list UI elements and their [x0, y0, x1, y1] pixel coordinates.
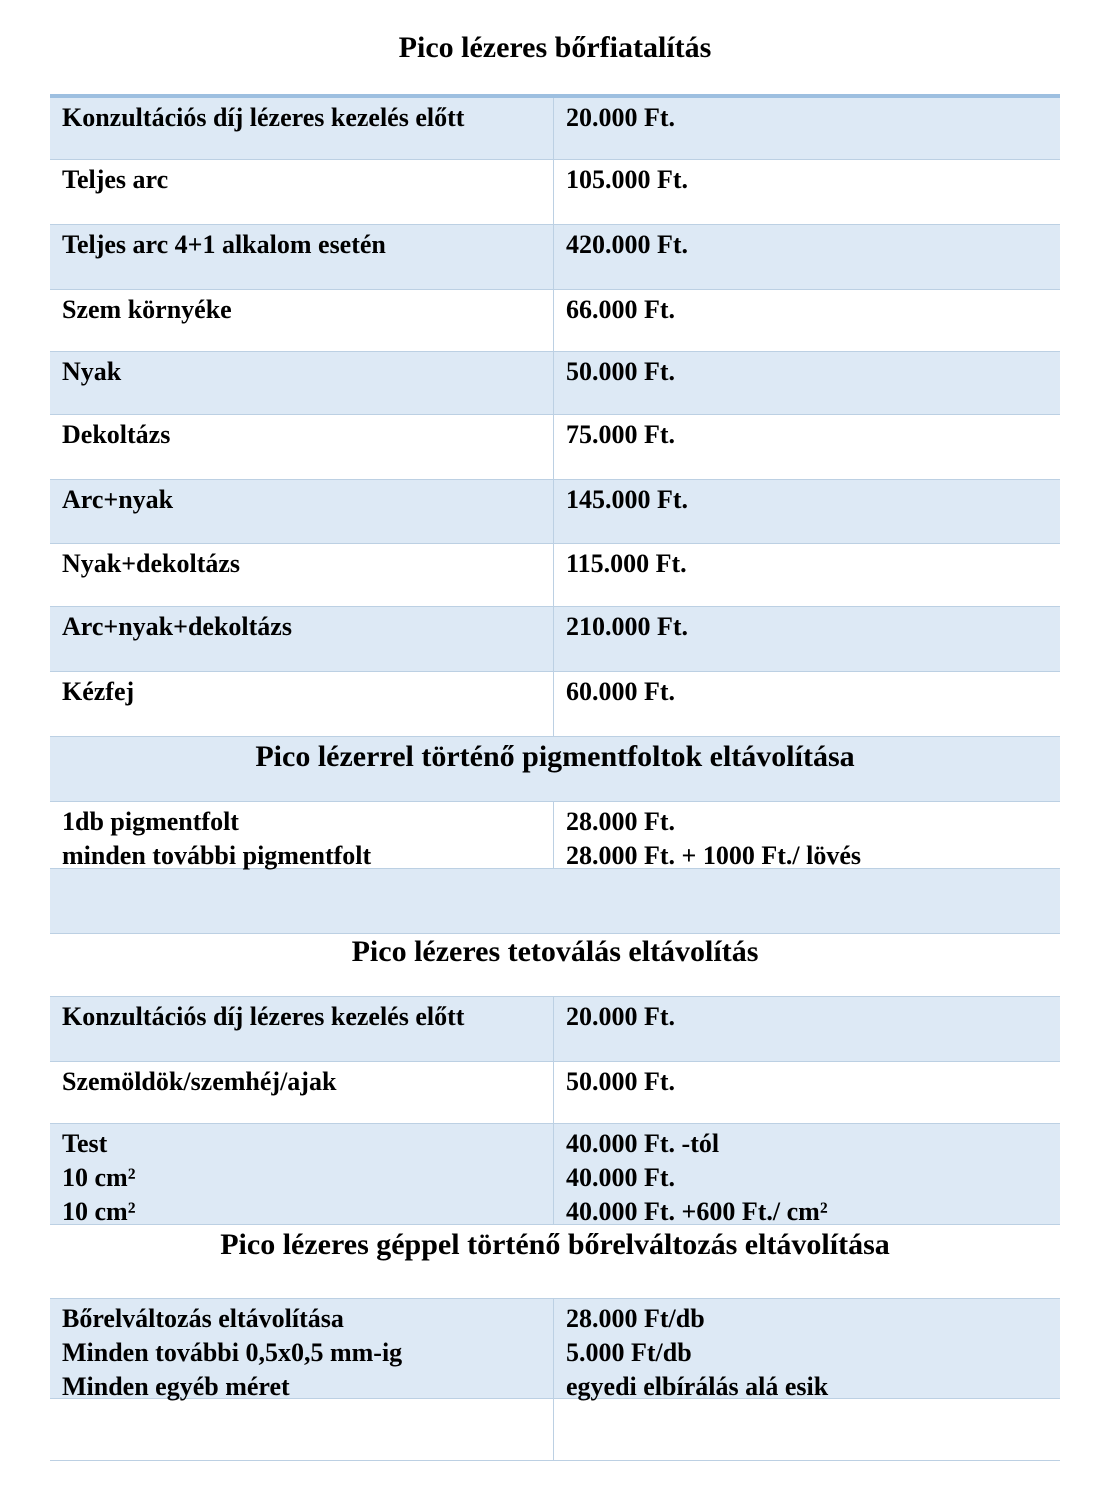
- name-line: 1db pigmentfolt: [62, 807, 239, 836]
- table-row: [50, 290, 1060, 352]
- name-line: 10 cm²: [62, 1163, 136, 1192]
- treatment-name: Nyak+dekoltázs: [50, 544, 554, 606]
- treatment-name: [50, 1299, 554, 1401]
- treatment-name: Teljes arc 4+1 alkalom esetén: [50, 225, 554, 289]
- treatment-price: 210.000 Ft.: [566, 612, 689, 641]
- name-line: Bőrelváltozás eltávolítása: [62, 1304, 344, 1333]
- treatment-name: [50, 802, 554, 868]
- table-row: [50, 160, 1060, 225]
- treatment-price: 105.000 Ft.: [566, 165, 689, 194]
- table-row: [50, 997, 1060, 1062]
- treatment-name: Kézfej: [50, 672, 554, 736]
- table-row: [50, 607, 1060, 672]
- treatment-name: Arc+nyak+dekoltázs: [50, 607, 554, 671]
- treatment-price: 115.000 Ft.: [566, 549, 687, 578]
- section-heading-tattoo: Pico lézeres tetoválás eltávolítás: [50, 934, 1060, 997]
- price-table: [50, 94, 1060, 1461]
- treatment-name: Nyak: [50, 352, 554, 414]
- treatment-price: 145.000 Ft.: [566, 485, 689, 514]
- table-row: [50, 480, 1060, 544]
- price-line: 40.000 Ft. -tól: [566, 1129, 720, 1158]
- treatment-price: [554, 1062, 1060, 1123]
- price-line: 28.000 Ft.: [566, 807, 676, 836]
- treatment-name: Teljes arc: [50, 160, 554, 224]
- table-row: [50, 415, 1060, 480]
- table-row: [50, 352, 1060, 415]
- treatment-price: 20.000 Ft.: [566, 103, 676, 132]
- treatment-price: [554, 802, 1060, 868]
- name-line: Konzultációs díj lézeres kezelés előtt: [62, 1002, 465, 1031]
- treatment-name: [50, 997, 554, 1061]
- treatment-price: 420.000 Ft.: [566, 230, 689, 259]
- page-title: Pico lézeres bőrfiatalítás: [398, 31, 712, 64]
- table-row: [50, 1298, 1060, 1399]
- price-line: 40.000 Ft. +600 Ft./ cm²: [566, 1197, 828, 1226]
- treatment-price: [554, 997, 1060, 1061]
- table-row: [50, 544, 1060, 607]
- name-line: Szemöldök/szemhéj/ajak: [62, 1067, 337, 1096]
- price-line: 5.000 Ft/db: [566, 1338, 692, 1367]
- name-line: 10 cm²: [62, 1197, 136, 1226]
- price-line: 28.000 Ft/db: [566, 1304, 705, 1333]
- name-line: minden további pigmentfolt: [62, 841, 372, 870]
- table-row: [50, 98, 1060, 160]
- treatment-price: 50.000 Ft.: [566, 357, 676, 386]
- table-row: [50, 225, 1060, 290]
- price-line: 28.000 Ft. + 1000 Ft./ lövés: [566, 841, 862, 870]
- empty-row: [50, 1399, 1060, 1461]
- treatment-name: Szem környéke: [50, 290, 554, 351]
- name-line: Minden további 0,5x0,5 mm-ig: [62, 1338, 403, 1367]
- table-row: [50, 802, 1060, 869]
- price-line: egyedi elbírálás alá esik: [566, 1372, 829, 1401]
- name-line: Minden egyéb méret: [62, 1372, 290, 1401]
- price-line: 50.000 Ft.: [566, 1067, 676, 1096]
- treatment-price: 60.000 Ft.: [566, 677, 676, 706]
- treatment-name: [50, 1062, 554, 1123]
- treatment-price: 75.000 Ft.: [566, 420, 676, 449]
- treatment-price: [554, 1299, 1060, 1401]
- treatment-price: [554, 1124, 1060, 1224]
- treatment-name: Konzultációs díj lézeres kezelés előtt: [50, 98, 554, 159]
- treatment-name: Dekoltázs: [50, 415, 554, 479]
- empty-row: [50, 869, 1060, 934]
- price-line: 40.000 Ft.: [566, 1163, 676, 1192]
- section-heading-lesion: Pico lézeres géppel történő bőrelváltozás eltávolítása: [220, 1228, 890, 1261]
- table-row: [50, 1124, 1060, 1225]
- treatment-name: [50, 1124, 554, 1224]
- empty-cell: [554, 1399, 1060, 1460]
- section-heading-pigment: Pico lézerrel történő pigmentfoltok eltávolítása: [50, 737, 1060, 802]
- table-row: [50, 672, 1060, 737]
- treatment-price: 66.000 Ft.: [566, 295, 676, 324]
- name-line: Test: [62, 1129, 108, 1158]
- price-line: 20.000 Ft.: [566, 1002, 676, 1031]
- table-row: [50, 1062, 1060, 1124]
- treatment-name: Arc+nyak: [50, 480, 554, 543]
- empty-cell: [50, 1399, 554, 1460]
